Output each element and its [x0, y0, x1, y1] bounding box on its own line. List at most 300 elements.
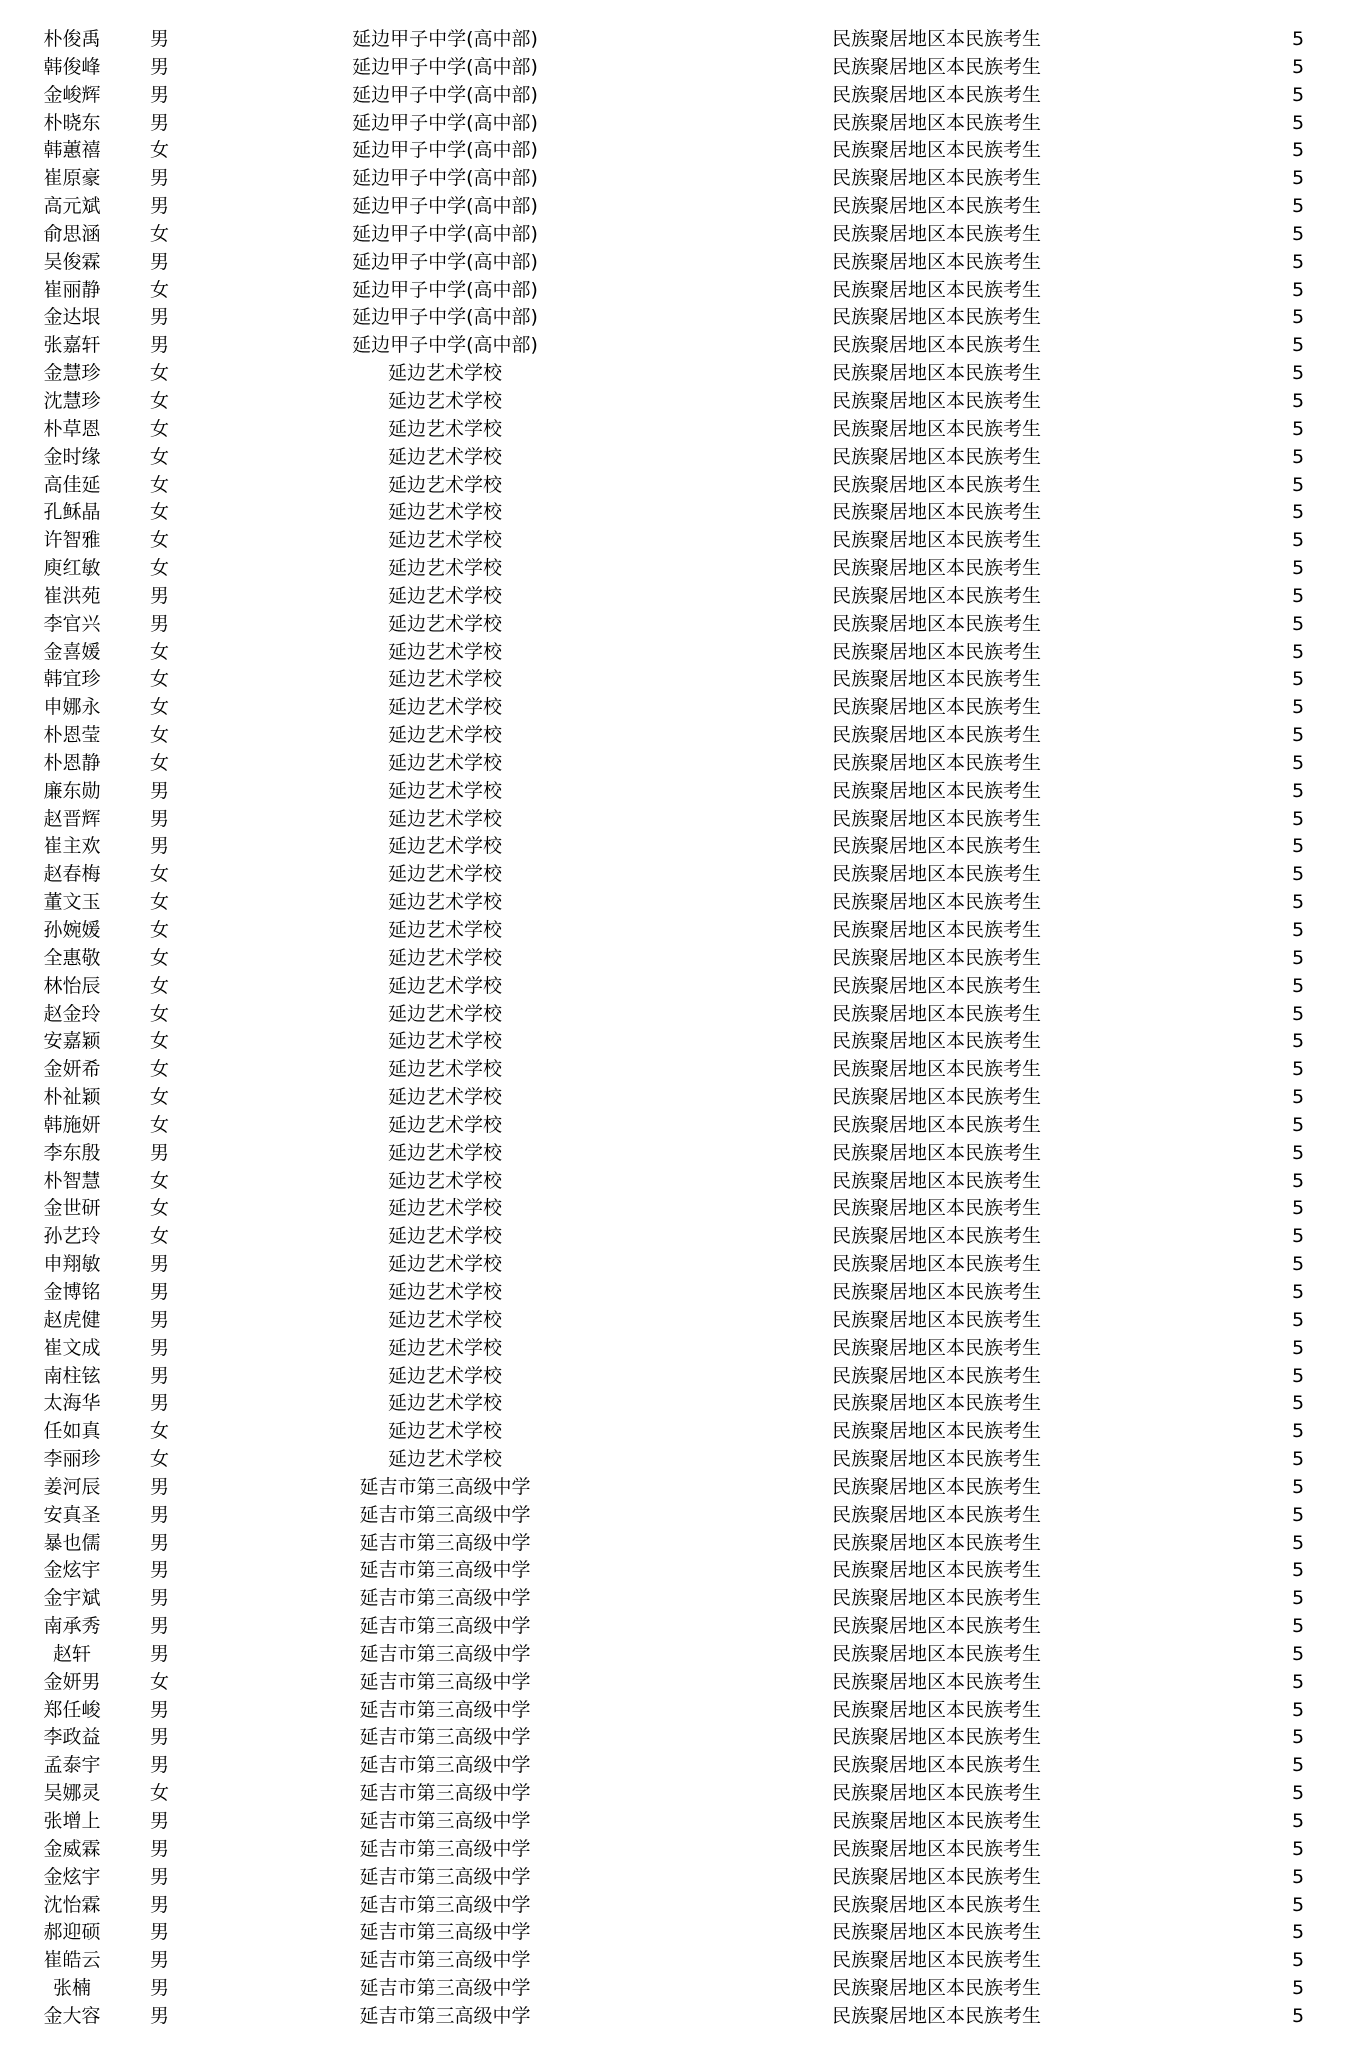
- student-name: 金达垠: [43, 306, 101, 329]
- student-gender: 女: [150, 946, 170, 969]
- bonus-score: 5: [1292, 863, 1305, 886]
- student-gender: 男: [150, 1308, 170, 1331]
- applicant-category: 民族聚居地区本民族考生: [832, 1002, 1042, 1025]
- applicant-category: 民族聚居地区本民族考生: [832, 1503, 1042, 1526]
- bonus-score: 5: [1292, 278, 1305, 301]
- student-name: 郝迎硕: [43, 1921, 101, 1944]
- table-row: [0, 1836, 1367, 1864]
- school-name: 延边甲子中学(高中部): [352, 139, 538, 162]
- school-name: 延边甲子中学(高中部): [352, 195, 538, 218]
- student-name: 许智雅: [43, 529, 101, 552]
- applicant-category: 民族聚居地区本民族考生: [832, 1086, 1042, 1109]
- student-gender: 男: [150, 1587, 170, 1610]
- bonus-score: 5: [1292, 1253, 1305, 1276]
- school-name: 延边甲子中学(高中部): [352, 306, 538, 329]
- student-name: 庾红敏: [43, 557, 101, 580]
- school-name: 延边艺术学校: [387, 919, 502, 941]
- applicant-category: 民族聚居地区本民族考生: [832, 751, 1042, 774]
- table-row: [0, 1418, 1367, 1446]
- school-name: 延边艺术学校: [387, 1086, 502, 1109]
- table-row: [0, 1168, 1367, 1196]
- student-name: 沈慧珍: [43, 389, 101, 412]
- table-row: [0, 1530, 1367, 1558]
- applicant-category: 民族聚居地区本民族考生: [832, 1169, 1042, 1192]
- applicant-category: 民族聚居地区本民族考生: [832, 278, 1042, 301]
- school-name: 延边艺术学校: [387, 807, 502, 830]
- applicant-category: 民族聚居地区本民族考生: [832, 557, 1042, 580]
- bonus-score: 5: [1292, 139, 1305, 162]
- school-name: 延吉市第三高级中学: [359, 1475, 531, 1498]
- school-name: 延边艺术学校: [387, 1280, 502, 1303]
- student-name: 全惠敬: [43, 946, 101, 969]
- table-row: [0, 416, 1367, 444]
- school-name: 延吉市第三高级中学: [359, 1949, 531, 1972]
- bonus-score: 5: [1292, 1086, 1305, 1109]
- bonus-score: 5: [1292, 919, 1305, 941]
- student-gender: 女: [150, 557, 170, 580]
- student-name: 高佳延: [43, 473, 101, 496]
- table-row: [0, 1808, 1367, 1836]
- school-name: 延边艺术学校: [387, 640, 502, 663]
- bonus-score: 5: [1292, 779, 1305, 802]
- table-row: [0, 666, 1367, 694]
- applicant-category: 民族聚居地区本民族考生: [832, 946, 1042, 969]
- applicant-category: 民族聚居地区本民族考生: [832, 417, 1042, 440]
- table-row: [0, 193, 1367, 221]
- bonus-score: 5: [1292, 1364, 1305, 1387]
- bonus-score: 5: [1292, 1865, 1305, 1888]
- school-name: 延边艺术学校: [387, 1364, 502, 1387]
- bonus-score: 5: [1292, 584, 1305, 607]
- bonus-score: 5: [1292, 1420, 1305, 1443]
- applicant-category: 民族聚居地区本民族考生: [832, 1475, 1042, 1498]
- bonus-score: 5: [1292, 111, 1305, 134]
- applicant-category: 民族聚居地区本民族考生: [832, 1336, 1042, 1359]
- school-name: 延边艺术学校: [387, 501, 502, 524]
- table-row: [0, 110, 1367, 138]
- applicant-category: 民族聚居地区本民族考生: [832, 779, 1042, 802]
- student-name: 金时缘: [43, 445, 101, 468]
- applicant-category: 民族聚居地区本民族考生: [832, 306, 1042, 329]
- bonus-score: 5: [1292, 1030, 1305, 1053]
- table-row: [0, 1056, 1367, 1084]
- table-row: [0, 1474, 1367, 1502]
- school-name: 延边甲子中学(高中部): [352, 28, 538, 50]
- applicant-category: 民族聚居地区本民族考生: [832, 389, 1042, 412]
- table-row: [0, 555, 1367, 583]
- table-row: [0, 722, 1367, 750]
- table-row: [0, 1613, 1367, 1641]
- student-name: 朴恩莹: [43, 724, 101, 747]
- bonus-score: 5: [1292, 1058, 1305, 1081]
- bonus-score: 5: [1292, 28, 1305, 50]
- bonus-score: 5: [1292, 1141, 1305, 1164]
- applicant-category: 民族聚居地区本民族考生: [832, 1392, 1042, 1415]
- table-row: [0, 1641, 1367, 1669]
- table-row: [0, 861, 1367, 889]
- student-name: 崔皓云: [43, 1949, 101, 1972]
- student-gender: 男: [150, 2004, 170, 2027]
- bonus-score: 5: [1292, 83, 1305, 106]
- student-gender: 女: [150, 919, 170, 941]
- bonus-score: 5: [1292, 557, 1305, 580]
- bonus-score: 5: [1292, 891, 1305, 914]
- student-name: 韩蕙禧: [43, 139, 101, 162]
- bonus-score: 5: [1292, 445, 1305, 468]
- student-gender: 男: [150, 1336, 170, 1359]
- school-name: 延边艺术学校: [387, 835, 502, 858]
- bonus-score: 5: [1292, 1308, 1305, 1331]
- student-gender: 女: [150, 1448, 170, 1471]
- bonus-score: 5: [1292, 1837, 1305, 1860]
- bonus-score: 5: [1292, 473, 1305, 496]
- school-name: 延边艺术学校: [387, 1113, 502, 1136]
- applicant-category: 民族聚居地区本民族考生: [832, 55, 1042, 78]
- applicant-category: 民族聚居地区本民族考生: [832, 1754, 1042, 1777]
- applicant-category: 民族聚居地区本民族考生: [832, 1893, 1042, 1916]
- school-name: 延边艺术学校: [387, 1225, 502, 1248]
- applicant-category: 民族聚居地区本民族考生: [832, 1977, 1042, 2000]
- student-name: 崔原豪: [43, 167, 101, 190]
- table-row: [0, 1864, 1367, 1892]
- table-row: [0, 1975, 1367, 2003]
- school-name: 延边艺术学校: [387, 1002, 502, 1025]
- school-name: 延边艺术学校: [387, 1030, 502, 1053]
- student-gender: 女: [150, 1420, 170, 1443]
- bonus-score: 5: [1292, 1002, 1305, 1025]
- student-name: 韩施妍: [43, 1113, 101, 1136]
- table-row: [0, 1585, 1367, 1613]
- bonus-score: 5: [1292, 1615, 1305, 1638]
- applicant-category: 民族聚居地区本民族考生: [832, 1810, 1042, 1832]
- table-row: [0, 1446, 1367, 1474]
- student-name: 南柱铉: [43, 1364, 101, 1387]
- applicant-category: 民族聚居地区本民族考生: [832, 696, 1042, 719]
- applicant-category: 民族聚居地区本民族考生: [832, 835, 1042, 858]
- bonus-score: 5: [1292, 1503, 1305, 1526]
- table-row: [0, 694, 1367, 722]
- bonus-score: 5: [1292, 389, 1305, 412]
- school-name: 延吉市第三高级中学: [359, 1865, 531, 1888]
- applicant-category: 民族聚居地区本民族考生: [832, 974, 1042, 997]
- table-row: [0, 1502, 1367, 1530]
- applicant-category: 民族聚居地区本民族考生: [832, 529, 1042, 552]
- applicant-category: 民族聚居地区本民族考生: [832, 1642, 1042, 1665]
- bonus-score: 5: [1292, 946, 1305, 969]
- school-name: 延边艺术学校: [387, 1253, 502, 1276]
- student-gender: 男: [150, 1810, 170, 1832]
- table-row: [0, 583, 1367, 611]
- applicant-category: 民族聚居地区本民族考生: [832, 1615, 1042, 1638]
- school-name: 延边甲子中学(高中部): [352, 334, 538, 357]
- applicant-category: 民族聚居地区本民族考生: [832, 668, 1042, 691]
- school-name: 延边艺术学校: [387, 417, 502, 440]
- bonus-score: 5: [1292, 724, 1305, 747]
- student-gender: 男: [150, 1754, 170, 1777]
- table-row: [0, 1947, 1367, 1975]
- student-gender: 男: [150, 1559, 170, 1582]
- student-name: 孔稣晶: [43, 501, 101, 524]
- table-row: [0, 527, 1367, 555]
- applicant-category: 民族聚居地区本民族考生: [832, 1865, 1042, 1888]
- student-gender: 男: [150, 612, 170, 635]
- table-row: [0, 332, 1367, 360]
- student-name: 高元斌: [43, 195, 101, 218]
- school-name: 延吉市第三高级中学: [359, 1615, 531, 1638]
- bonus-score: 5: [1292, 1670, 1305, 1693]
- student-name: 张楠: [52, 1977, 91, 2000]
- school-name: 延吉市第三高级中学: [359, 1503, 531, 1526]
- student-gender: 男: [150, 83, 170, 106]
- student-gender: 男: [150, 1531, 170, 1554]
- school-name: 延边艺术学校: [387, 779, 502, 802]
- bonus-score: 5: [1292, 1169, 1305, 1192]
- student-gender: 女: [150, 1113, 170, 1136]
- student-name: 林怡辰: [43, 974, 101, 997]
- school-name: 延吉市第三高级中学: [359, 1977, 531, 2000]
- table-row: [0, 1892, 1367, 1920]
- student-name: 崔丽静: [43, 278, 101, 301]
- applicant-category: 民族聚居地区本民族考生: [832, 1837, 1042, 1860]
- table-row: [0, 249, 1367, 277]
- student-gender: 女: [150, 1225, 170, 1248]
- student-gender: 男: [150, 55, 170, 78]
- school-name: 延吉市第三高级中学: [359, 1810, 531, 1832]
- student-name: 郑任峻: [43, 1698, 101, 1721]
- student-gender: 女: [150, 974, 170, 997]
- school-name: 延吉市第三高级中学: [359, 1893, 531, 1916]
- school-name: 延边艺术学校: [387, 946, 502, 969]
- student-name: 金喜媛: [43, 640, 101, 663]
- school-name: 延边艺术学校: [387, 724, 502, 747]
- applicant-category: 民族聚居地区本民族考生: [832, 139, 1042, 162]
- student-gender: 男: [150, 334, 170, 357]
- applicant-category: 民族聚居地区本民族考生: [832, 1058, 1042, 1081]
- student-name: 张嘉轩: [43, 334, 101, 357]
- table-row: [0, 889, 1367, 917]
- applicant-category: 民族聚居地区本民族考生: [832, 891, 1042, 914]
- student-name: 吴俊霖: [43, 250, 101, 273]
- student-gender: 男: [150, 1280, 170, 1303]
- student-gender: 男: [150, 1865, 170, 1888]
- bonus-score: 5: [1292, 1448, 1305, 1471]
- table-row: [0, 82, 1367, 110]
- student-gender: 女: [150, 696, 170, 719]
- applicant-category: 民族聚居地区本民族考生: [832, 919, 1042, 941]
- student-name: 韩俊峰: [43, 55, 101, 78]
- student-name: 孙婉媛: [43, 919, 101, 941]
- table-row: [0, 1001, 1367, 1029]
- table-row: [0, 945, 1367, 973]
- applicant-category: 民族聚居地区本民族考生: [832, 1448, 1042, 1471]
- student-name: 金威霖: [43, 1837, 101, 1860]
- table-row: [0, 1669, 1367, 1697]
- table-row: [0, 806, 1367, 834]
- student-gender: 男: [150, 1503, 170, 1526]
- student-name: 李政益: [43, 1726, 101, 1749]
- student-gender: 女: [150, 863, 170, 886]
- student-gender: 男: [150, 167, 170, 190]
- bonus-score: 5: [1292, 1977, 1305, 2000]
- school-name: 延边甲子中学(高中部): [352, 167, 538, 190]
- student-name: 金峻辉: [43, 83, 101, 106]
- student-gender: 男: [150, 111, 170, 134]
- bonus-score: 5: [1292, 362, 1305, 385]
- applicant-category: 民族聚居地区本民族考生: [832, 1197, 1042, 1220]
- student-name: 朴晓东: [43, 111, 101, 134]
- school-name: 延边艺术学校: [387, 529, 502, 552]
- student-name: 赵晋辉: [43, 807, 101, 830]
- student-gender: 男: [150, 779, 170, 802]
- student-name: 赵虎健: [43, 1308, 101, 1331]
- applicant-category: 民族聚居地区本民族考生: [832, 807, 1042, 830]
- school-name: 延吉市第三高级中学: [359, 2004, 531, 2027]
- table-row: [0, 1919, 1367, 1947]
- student-name: 孟泰宇: [43, 1754, 101, 1777]
- bonus-score: 5: [1292, 1225, 1305, 1248]
- applicant-category: 民族聚居地区本民族考生: [832, 222, 1042, 245]
- student-gender: 男: [150, 1977, 170, 2000]
- school-name: 延边艺术学校: [387, 974, 502, 997]
- student-gender: 女: [150, 1169, 170, 1192]
- student-name: 吴娜灵: [43, 1782, 101, 1805]
- school-name: 延边艺术学校: [387, 1169, 502, 1192]
- bonus-score: 5: [1292, 167, 1305, 190]
- bonus-score: 5: [1292, 1642, 1305, 1665]
- applicant-category: 民族聚居地区本民族考生: [832, 1949, 1042, 1972]
- applicant-category: 民族聚居地区本民族考生: [832, 334, 1042, 357]
- applicant-category: 民族聚居地区本民族考生: [832, 445, 1042, 468]
- table-row: [0, 917, 1367, 945]
- table-row: [0, 54, 1367, 82]
- school-name: 延边甲子中学(高中部): [352, 278, 538, 301]
- student-gender: 男: [150, 1921, 170, 1944]
- applicant-category: 民族聚居地区本民族考生: [832, 724, 1042, 747]
- student-gender: 女: [150, 724, 170, 747]
- applicant-category: 民族聚居地区本民族考生: [832, 1364, 1042, 1387]
- student-name: 金妍男: [43, 1670, 101, 1693]
- bonus-score: 5: [1292, 55, 1305, 78]
- student-name: 申娜永: [43, 696, 101, 719]
- school-name: 延边艺术学校: [387, 557, 502, 580]
- applicant-category: 民族聚居地区本民族考生: [832, 1921, 1042, 1944]
- table-row: [0, 221, 1367, 249]
- table-row: [0, 1697, 1367, 1725]
- bonus-score: 5: [1292, 2004, 1305, 2027]
- student-gender: 男: [150, 807, 170, 830]
- student-gender: 女: [150, 1086, 170, 1109]
- bonus-score: 5: [1292, 1587, 1305, 1610]
- applicant-category: 民族聚居地区本民族考生: [832, 83, 1042, 106]
- school-name: 延边艺术学校: [387, 473, 502, 496]
- applicant-category: 民族聚居地区本民族考生: [832, 362, 1042, 385]
- applicant-category: 民族聚居地区本民族考生: [832, 1030, 1042, 1053]
- bonus-score: 5: [1292, 1893, 1305, 1916]
- student-name: 赵春梅: [43, 863, 101, 886]
- applicant-category: 民族聚居地区本民族考生: [832, 1726, 1042, 1749]
- school-name: 延边艺术学校: [387, 1308, 502, 1331]
- applicant-category: 民族聚居地区本民族考生: [832, 1141, 1042, 1164]
- school-name: 延边甲子中学(高中部): [352, 55, 538, 78]
- applicant-category: 民族聚居地区本民族考生: [832, 195, 1042, 218]
- school-name: 延边艺术学校: [387, 612, 502, 635]
- student-name: 韩宜珍: [43, 668, 101, 691]
- applicant-category: 民族聚居地区本民族考生: [832, 1670, 1042, 1693]
- table-row: [0, 304, 1367, 332]
- school-name: 延边艺术学校: [387, 389, 502, 412]
- school-name: 延边艺术学校: [387, 863, 502, 886]
- table-row: [0, 360, 1367, 388]
- table-row: [0, 1084, 1367, 1112]
- applicant-category: 民族聚居地区本民族考生: [832, 1113, 1042, 1136]
- student-gender: 男: [150, 1698, 170, 1721]
- bonus-score: 5: [1292, 807, 1305, 830]
- bonus-score: 5: [1292, 640, 1305, 663]
- bonus-score: 5: [1292, 1921, 1305, 1944]
- student-gender: 女: [150, 529, 170, 552]
- table-row: [0, 137, 1367, 165]
- student-name: 朴恩静: [43, 751, 101, 774]
- student-name: 朴智慧: [43, 1169, 101, 1192]
- student-gender: 男: [150, 1364, 170, 1387]
- student-name: 任如真: [43, 1420, 101, 1443]
- bonus-score: 5: [1292, 612, 1305, 635]
- student-name: 申翔敏: [43, 1253, 101, 1276]
- school-name: 延边艺术学校: [387, 584, 502, 607]
- student-name: 南承秀: [43, 1615, 101, 1638]
- student-gender: 男: [150, 1893, 170, 1916]
- table-row: [0, 1390, 1367, 1418]
- student-name: 廉东勋: [43, 779, 101, 802]
- student-name: 朴草恩: [43, 417, 101, 440]
- student-gender: 女: [150, 1002, 170, 1025]
- applicant-category: 民族聚居地区本民族考生: [832, 1253, 1042, 1276]
- school-name: 延吉市第三高级中学: [359, 1587, 531, 1610]
- bonus-score: 5: [1292, 1698, 1305, 1721]
- applicant-category: 民族聚居地区本民族考生: [832, 501, 1042, 524]
- bonus-score: 5: [1292, 668, 1305, 691]
- school-name: 延边甲子中学(高中部): [352, 250, 538, 273]
- applicant-category: 民族聚居地区本民族考生: [832, 1782, 1042, 1805]
- school-name: 延吉市第三高级中学: [359, 1698, 531, 1721]
- table-row: [0, 388, 1367, 416]
- student-name: 安嘉颖: [43, 1030, 101, 1053]
- table-row: [0, 499, 1367, 527]
- applicant-category: 民族聚居地区本民族考生: [832, 863, 1042, 886]
- student-name: 朴祉颖: [43, 1086, 101, 1109]
- student-gender: 女: [150, 751, 170, 774]
- student-gender: 女: [150, 362, 170, 385]
- applicant-category: 民族聚居地区本民族考生: [832, 1559, 1042, 1582]
- student-gender: 男: [150, 306, 170, 329]
- applicant-category: 民族聚居地区本民族考生: [832, 28, 1042, 50]
- table-row: [0, 1780, 1367, 1808]
- student-name: 赵轩: [52, 1642, 91, 1665]
- bonus-score: 5: [1292, 222, 1305, 245]
- student-gender: 男: [150, 1253, 170, 1276]
- student-name: 金宇斌: [43, 1587, 101, 1610]
- student-name: 李东殷: [43, 1141, 101, 1164]
- bonus-score: 5: [1292, 1754, 1305, 1777]
- applicant-category: 民族聚居地区本民族考生: [832, 584, 1042, 607]
- applicant-category: 民族聚居地区本民族考生: [832, 2004, 1042, 2027]
- applicant-category: 民族聚居地区本民族考生: [832, 640, 1042, 663]
- bonus-score: 5: [1292, 1197, 1305, 1220]
- student-gender: 男: [150, 835, 170, 858]
- student-name: 崔主欢: [43, 835, 101, 858]
- table-row: [0, 1223, 1367, 1251]
- applicant-category: 民族聚居地区本民族考生: [832, 1280, 1042, 1303]
